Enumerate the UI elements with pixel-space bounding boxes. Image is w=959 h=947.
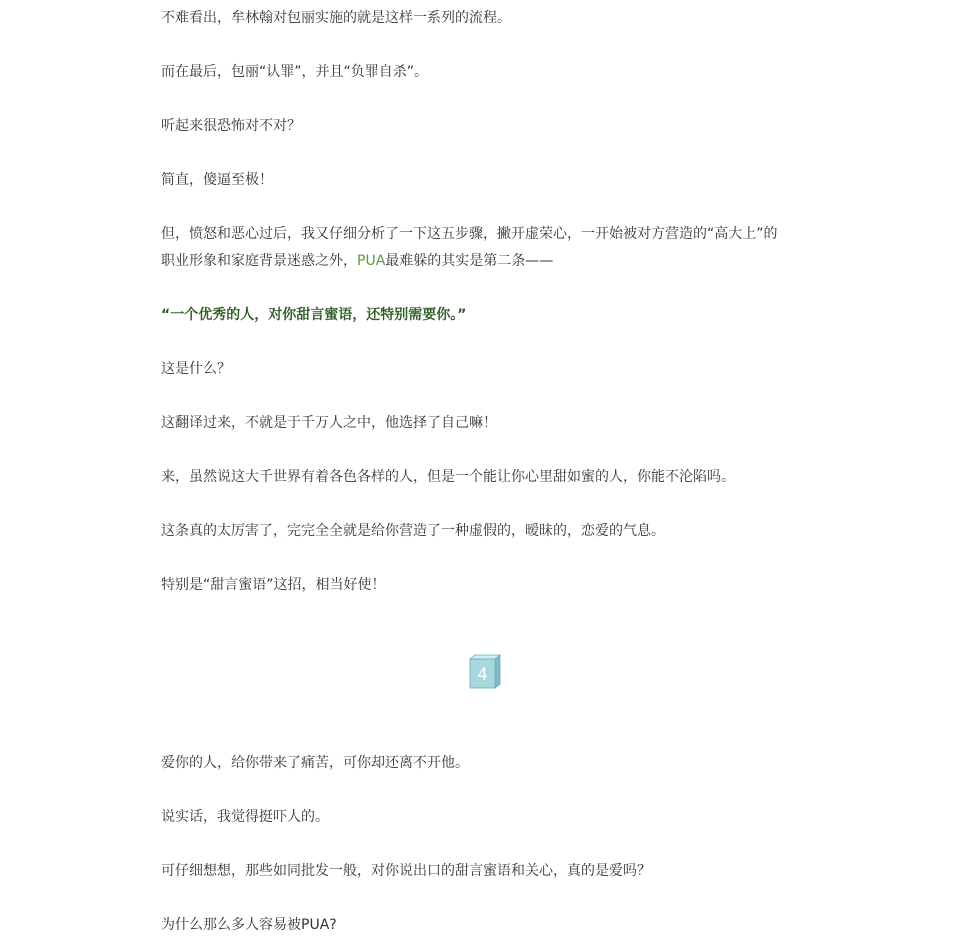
paragraph: 为什么那么多人容易被PUA? [161,917,337,933]
paragraph: 简直，傻逼至极！ [161,172,273,188]
paragraph: 这条真的太厉害了，完完全全就是给你营造了一种虚假的，暧昧的，恋爱的气息。 [161,523,665,539]
paragraph: 这翻译过来，不就是于千万人之中，他选择了自己嘛！ [161,415,497,431]
section-number-cube-icon [466,654,502,690]
section-number: 4 [477,665,488,685]
paragraph: 可仔细想想，那些如同批发一般，对你说出口的甜言蜜语和关心，真的是爱吗？ [161,863,651,879]
paragraph: 而在最后，包丽“认罪”，并且“负罪自杀”。 [161,64,429,80]
paragraph: 说实话，我觉得挺吓人的。 [161,809,329,825]
paragraph: 听起来很恐怖对不对？ [161,118,301,134]
paragraph: 来，虽然说这大千世界有着各色各样的人，但是一个能让你心里甜如蜜的人，你能不沦陷吗。 [161,469,735,485]
paragraph-line [161,248,821,275]
paragraph: 这是什么？ [161,361,231,377]
paragraph-text: 最难躲的其实是第二条—— [385,253,554,269]
highlight-quote: “一个优秀的人，对你甜言蜜语，还特别需要你。” [161,307,467,323]
pua-keyword: PUA [357,253,386,269]
paragraph: 爱你的人，给你带来了痛苦，可你却还离不开他。 [161,755,469,771]
paragraph-multiline [161,221,821,275]
paragraph: 特别是“甜言蜜语”这招，相当好使！ [161,577,386,593]
paragraph-line: 但，愤怒和恶心过后，我又仔细分析了一下这五步骤，撇开虚荣心，一开始被对方营造的“高大上”的 [161,226,778,242]
paragraph-text: 职业形象和家庭背景迷惑之外， [161,253,357,269]
paragraph: 不难看出，牟林翰对包丽实施的就是这样一系列的流程。 [161,10,511,26]
